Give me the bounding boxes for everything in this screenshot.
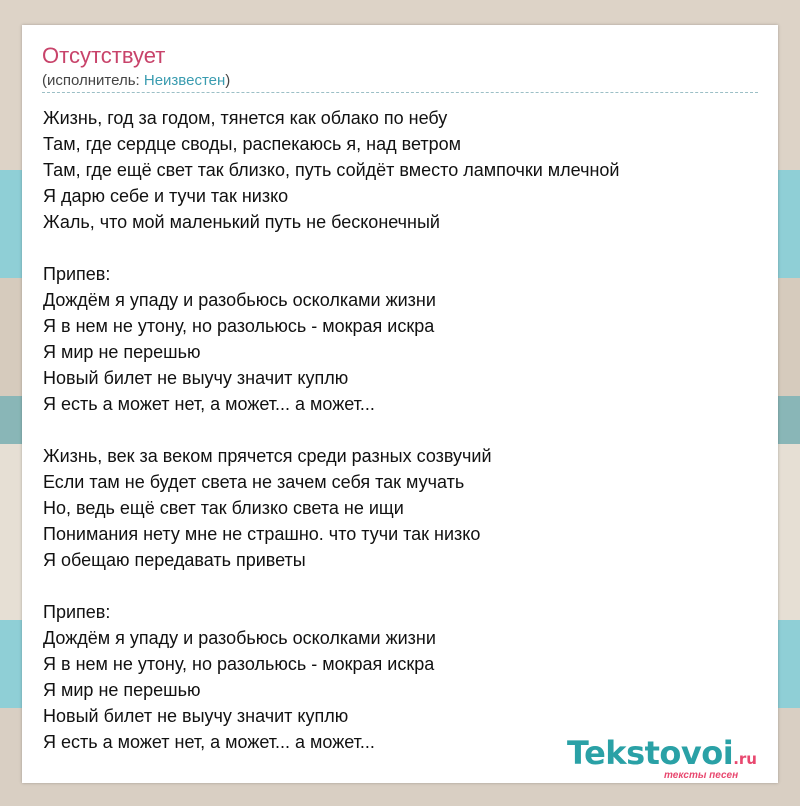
lyric-line: Новый билет не выучу значит куплю	[43, 706, 349, 726]
lyric-line: Я есть а может нет, а может... а может...	[43, 732, 375, 752]
artist-line	[42, 72, 230, 90]
lyric-line: Там, где ещё свет так близко, путь сойдёт вместо лампочки млечной	[43, 160, 620, 180]
lyric-line: Понимания нету мне не страшно. что тучи так низко	[43, 524, 481, 544]
title-divider	[42, 92, 758, 93]
logo-tagline: тексты песен	[664, 770, 739, 781]
stanza-gap	[43, 417, 619, 443]
lyric-line: Я в нем не утону, но разольюсь - мокрая искра	[43, 316, 435, 336]
artist-link[interactable]: Неизвестен	[143, 72, 226, 89]
lyric-line: Дождём я упаду и разобьюсь осколками жизни	[43, 290, 436, 310]
lyric-line: Новый билет не выучу значит куплю	[43, 368, 349, 388]
lyric-line: Жизнь, век за веком прячется среди разных созвучий	[43, 446, 492, 466]
song-title: Отсутствует	[42, 43, 166, 68]
lyrics-text	[43, 105, 619, 755]
artist-suffix: )	[225, 72, 231, 89]
logo-name: Tekstovoi	[567, 734, 734, 772]
site-logo[interactable]	[567, 733, 777, 781]
lyric-line: Я есть а может нет, а может... а может...	[43, 394, 375, 414]
stanza-gap	[43, 573, 619, 599]
logo-tld: .ru	[733, 750, 757, 768]
lyric-line: Жизнь, год за годом, тянется как облако по небу	[43, 108, 448, 128]
lyric-line: Я мир не перешью	[43, 680, 201, 700]
artist-prefix: (исполнитель:	[42, 72, 144, 89]
lyric-line: Если там не будет света не зачем себя так мучать	[43, 472, 465, 492]
chorus-label: Припев:	[43, 264, 111, 284]
lyric-line: Я в нем не утону, но разольюсь - мокрая искра	[43, 654, 435, 674]
lyric-line: Там, где сердце своды, распекаюсь я, над ветром	[43, 134, 462, 154]
stanza-gap	[43, 235, 619, 261]
lyric-line: Я дарю себе и тучи так низко	[43, 186, 289, 206]
lyric-line: Но, ведь ещё свет так близко света не ищи	[43, 498, 404, 518]
lyric-line: Жаль, что мой маленький путь не бесконечный	[43, 212, 440, 232]
lyrics-card	[22, 25, 778, 783]
lyric-line: Дождём я упаду и разобьюсь осколками жизни	[43, 628, 436, 648]
lyric-line: Я обещаю передавать приветы	[43, 550, 306, 570]
lyric-line: Я мир не перешью	[43, 342, 201, 362]
chorus-label: Припев:	[43, 602, 111, 622]
